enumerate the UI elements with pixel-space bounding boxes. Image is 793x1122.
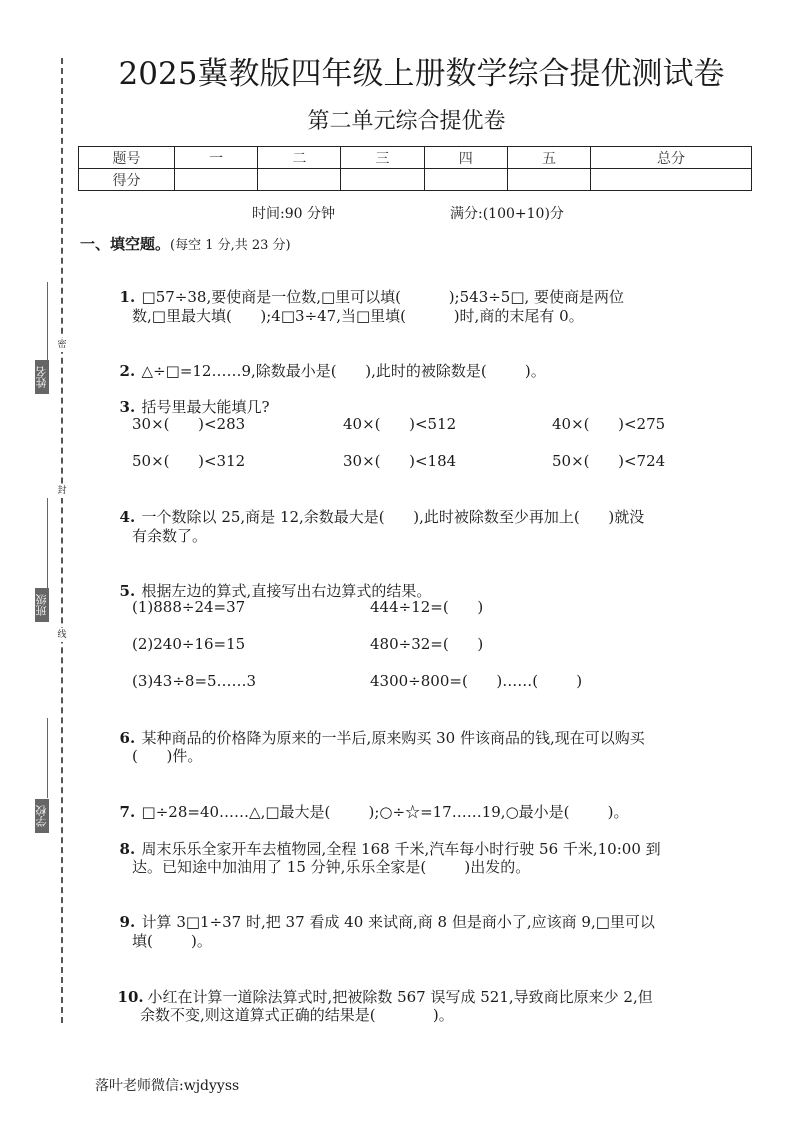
- question-1-line-2: 数,□里最大填( );4□3÷47,当□里填( )时,商的末尾有 0。: [132, 307, 584, 325]
- question-3: [110, 378, 270, 417]
- score-cell[interactable]: [341, 169, 424, 191]
- q5-given-equation: (3)43÷8=5……3: [132, 672, 257, 690]
- score-cell[interactable]: [424, 169, 507, 191]
- q5-given-equation: (1)888÷24=37: [132, 598, 246, 616]
- question-number: 1.: [119, 288, 136, 306]
- binding-dashed-line: [61, 58, 63, 1023]
- score-cell[interactable]: [591, 169, 752, 191]
- question-text: 小红在计算一道除法算式时,把被除数 567 误写成 521,导致商比原来少 2,但: [147, 988, 653, 1006]
- question-number: 5.: [119, 582, 136, 600]
- q3-item: 40×( )<512: [343, 415, 457, 433]
- score-table: [78, 146, 752, 191]
- question-7: [110, 783, 629, 822]
- question-text: □÷28=40……△,□最大是( );○÷☆=17……19,○最小是( )。: [141, 803, 629, 821]
- question-4: [110, 488, 644, 527]
- question-8: [110, 820, 661, 859]
- name-write-line[interactable]: [47, 282, 48, 360]
- section-heading: [80, 233, 291, 254]
- question-number: 4.: [119, 508, 136, 526]
- q5-answer-equation: 4300÷800=( )……( ): [370, 672, 583, 690]
- question-text: □57÷38,要使商是一位数,□里可以填( );543÷5□, 要使商是两位: [141, 288, 625, 306]
- score-cell[interactable]: [175, 169, 258, 191]
- score-table-score-row: [79, 169, 752, 191]
- score-header-cell: 总分: [591, 147, 752, 169]
- question-number: 2.: [119, 362, 136, 380]
- question-text: 括号里最大能填几?: [141, 398, 270, 416]
- q3-item: 50×( )<724: [552, 452, 666, 470]
- question-text: 某种商品的价格降为原来的一半后,原来购买 30 件该商品的钱,现在可以购买: [141, 729, 645, 747]
- section-title: 一、填空题。: [80, 235, 171, 253]
- q5-answer-equation: 444÷12=( ): [370, 598, 484, 616]
- question-9: [110, 893, 655, 932]
- question-text: 根据左边的算式,直接写出右边算式的结果。: [141, 582, 432, 600]
- q5-answer-equation: 480÷32=( ): [370, 635, 484, 653]
- score-cell[interactable]: [507, 169, 590, 191]
- score-header-cell: 一: [175, 147, 258, 169]
- question-number: 8.: [119, 840, 136, 858]
- question-4-line-2: 有余数了。: [132, 527, 208, 545]
- score-cell[interactable]: [258, 169, 341, 191]
- footer-contact: 落叶老师微信:wjdyyss: [95, 1078, 240, 1094]
- question-5: [110, 562, 431, 601]
- seal-char-mi: 密: [53, 338, 71, 352]
- q3-item: 30×( )<283: [132, 415, 246, 433]
- score-header-cell: 题号: [79, 147, 175, 169]
- school-write-line[interactable]: [47, 718, 48, 798]
- question-text: 一个数除以 25,商是 12,余数最大是( ),此时被除数至少再加上( )就没: [141, 508, 645, 526]
- question-number: 6.: [119, 729, 136, 747]
- question-8-line-2: 达。已知途中加油用了 15 分钟,乐乐全家是( )出发的。: [132, 858, 531, 876]
- question-10-line-2: 余数不变,则这道算式正确的结果是( )。: [140, 1006, 454, 1024]
- question-number: 9.: [119, 913, 136, 931]
- question-text: 周末乐乐全家开车去植物园,全程 168 千米,汽车每小时行驶 56 千米,10:00 到: [141, 840, 661, 858]
- question-6-line-2: ( )件。: [132, 747, 203, 765]
- score-header-cell: 四: [424, 147, 507, 169]
- q3-item: 40×( )<275: [552, 415, 666, 433]
- seal-char-xian: 线: [53, 628, 71, 642]
- name-label: 姓名: [35, 360, 49, 394]
- score-header-cell: 二: [258, 147, 341, 169]
- score-header-cell: 三: [341, 147, 424, 169]
- question-text: 计算 3□1÷37 时,把 37 看成 40 来试商,商 8 但是商小了,应该商 9,□里可以: [141, 913, 655, 931]
- question-1: [110, 268, 624, 307]
- full-score: 满分:(100+10)分: [450, 206, 564, 222]
- page-subtitle: 第二单元综合提优卷: [307, 109, 506, 134]
- q5-given-equation: (2)240÷16=15: [132, 635, 246, 653]
- question-number: 10.: [117, 988, 144, 1006]
- q3-item: 50×( )<312: [132, 452, 246, 470]
- class-write-line[interactable]: [47, 498, 48, 588]
- score-header-cell: 五: [507, 147, 590, 169]
- seal-char-feng: 封: [53, 484, 71, 498]
- question-6: [110, 709, 645, 748]
- question-10: [108, 968, 653, 1007]
- section-note: (每空 1 分,共 23 分): [170, 238, 291, 253]
- school-label: 学校: [35, 799, 49, 833]
- q3-item: 30×( )<184: [343, 452, 457, 470]
- class-label: 班级: [35, 588, 49, 622]
- question-2: [110, 342, 546, 381]
- page-title: 2025冀教版四年级上册数学综合提优测试卷: [118, 56, 725, 92]
- question-number: 3.: [119, 398, 136, 416]
- score-table-header-row: [79, 147, 752, 169]
- question-number: 7.: [119, 803, 136, 821]
- question-text: △÷□=12……9,除数最小是( ),此时的被除数是( )。: [141, 362, 546, 380]
- question-9-line-2: 填( )。: [132, 932, 212, 950]
- score-row-label: 得分: [79, 169, 175, 191]
- exam-time: 时间:90 分钟: [252, 206, 335, 222]
